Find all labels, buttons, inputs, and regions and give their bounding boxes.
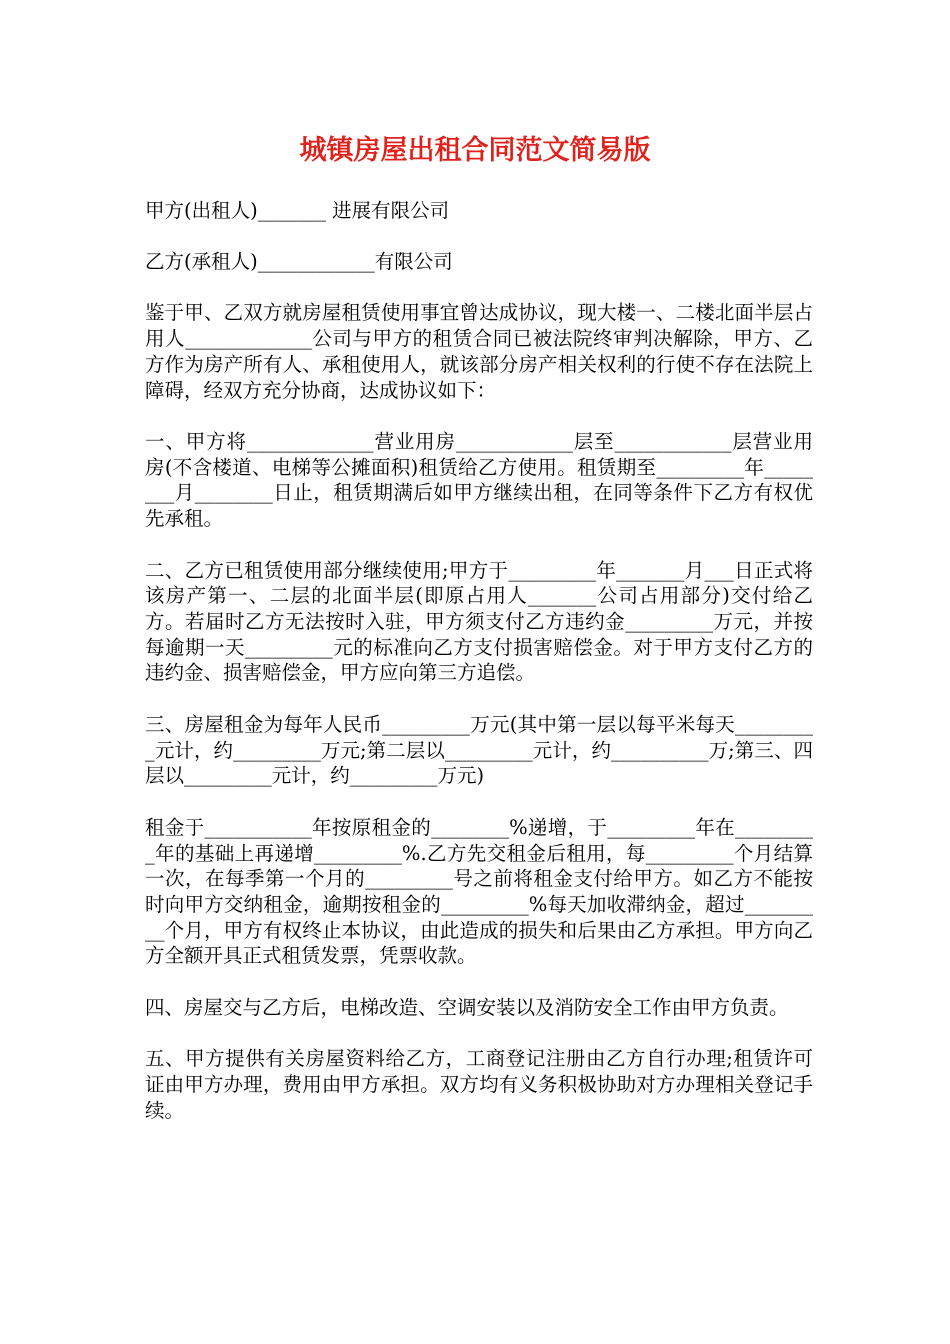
clause-5-paragraph: 五、甲方提供有关房屋资料给乙方，工商登记注册由乙方自行办理;租赁许可证由甲方办理，费用由甲方承担。双方均有义务积极协助对方办理相关登记手续。	[145, 1047, 813, 1122]
preamble-paragraph: 鉴于甲、乙双方就房屋租赁使用事宜曾达成协议，现大楼一、二楼北面半层占用人_____________公司与甲方的租赁合同已被法院终审判决解除，甲方、乙方作为房产所有人、承租使用人，就该部分房产相关权利的行使不存在法院上障碍，经双方充分协商，达成协议如下：	[145, 301, 813, 402]
party-a-line: 甲方(出租人)_______ 进展有限公司	[145, 199, 450, 222]
clause-2-paragraph: 二、乙方已租赁使用部分继续使用;甲方于_________年_______月___日正式将该房产第一、二层的北面半层(即原占用人_______公司占用部分)交付给乙方。若届时乙方无法按时入驻，甲方须支付乙方违约金_________万元，并按每逾期一天_________元的标准向乙方支付损害赔偿金。对于甲方支付乙方的违约金、损害赔偿金，甲方应向第三方追偿。	[145, 558, 813, 685]
clause-1-paragraph: 一、甲方将_____________营业用房____________层至____________层营业用房(不含楼道、电梯等公摊面积)租赁给乙方使用。租赁期至_________年________月________日止，租赁期满后如甲方继续出租，在同等条件下乙方有权优先承租。	[145, 430, 813, 531]
clause-3-paragraph: 三、房屋租金为每年人民币_________万元(其中第一层以每平米每天_________元计，约_________万元;第二层以_________元计，约__________万;第三、四层以_________元计，约_________万元)	[145, 712, 813, 788]
clause-4-paragraph: 四、房屋交与乙方后，电梯改造、空调安装以及消防安全工作由甲方负责。	[145, 995, 789, 1019]
document-title: 城镇房屋出租合同范文简易版	[299, 135, 651, 166]
contract-body	[145, 198, 813, 1149]
party-b-line: 乙方(承租人)____________有限公司	[145, 250, 453, 274]
rent-terms-paragraph: 租金于___________年按原租金的________%递增，于_________年在_________年的基础上再递增_________%.乙方先交租金后租用，每_________个月结算一次，在每季第一个月的_________号之前将租金支付给甲方。如乙方不能按时向甲方交纳租金，逾期按租金的_________%每天加收滞纳金，超过_________个月，甲方有权终止本协议，由此造成的损失和后果由乙方承担。甲方向乙方全额开具正式租赁发票，凭票收款。	[145, 815, 813, 968]
